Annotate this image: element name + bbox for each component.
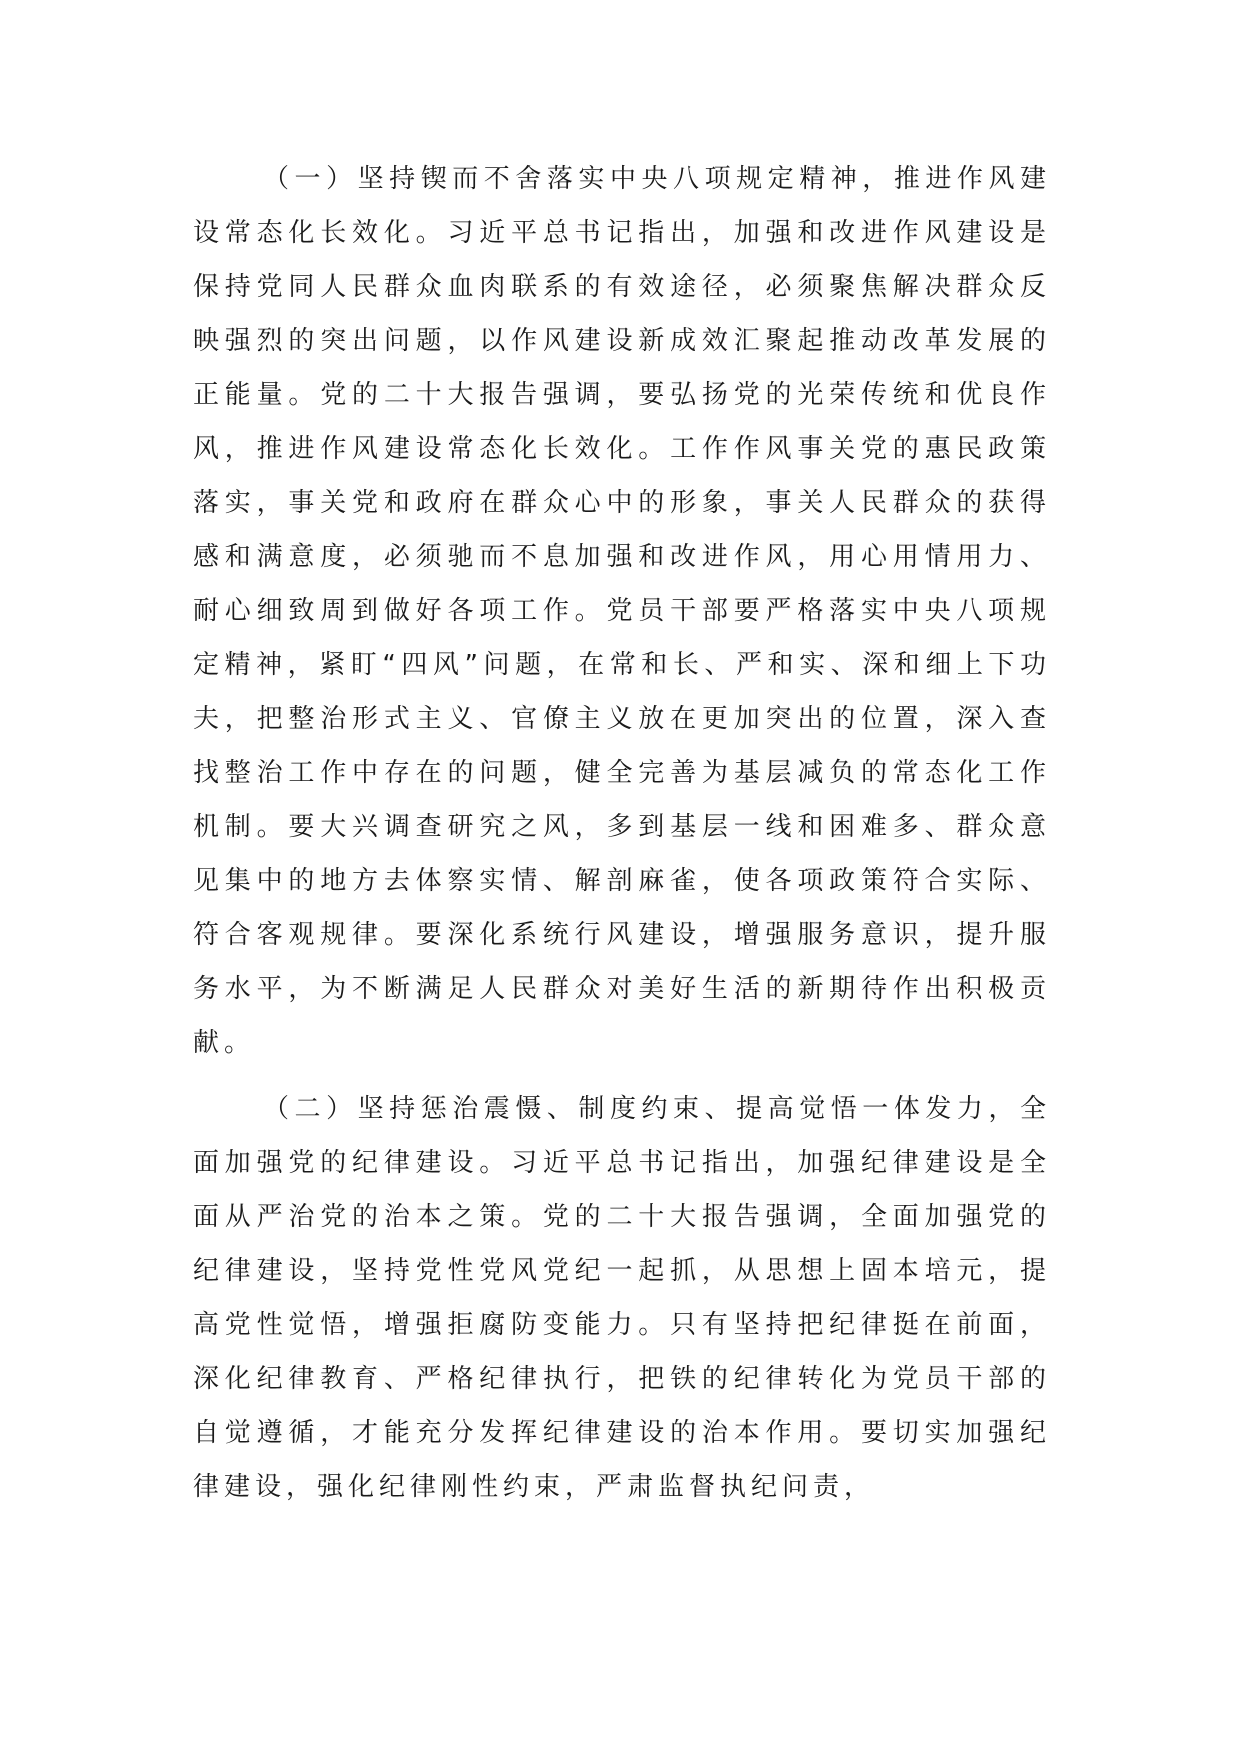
paragraph-2: （二）坚持惩治震慑、制度约束、提高觉悟一体发力，全面加强党的纪律建设。习近平总书记指出，加强纪律建设是全面从严治党的治本之策。党的二十大报告强调，全面加强党的纪律建设，坚持党性党风党纪一起抓，从思想上固本培元，提高党性觉悟，增强拒腐防变能力。只有坚持把纪律挺在前面，深化纪律教育、严格纪律执行，把铁的纪律转化为党员干部的自觉遵循，才能充分发挥纪律建设的治本作用。要切实加强纪律建设，强化纪律刚性约束，严肃监督执纪问责， [193, 1094, 1051, 1502]
document-body [193, 152, 1051, 1514]
paragraph-1: （一）坚持锲而不舍落实中央八项规定精神，推进作风建设常态化长效化。习近平总书记指出，加强和改进作风建设是保持党同人民群众血肉联系的有效途径，必须聚焦解决群众反映强烈的突出问题，以作风建设新成效汇聚起推动改革发展的正能量。党的二十大报告强调，要弘扬党的光荣传统和优良作风，推进作风建设常态化长效化。工作作风事关党的惠民政策落实，事关党和政府在群众心中的形象，事关人民群众的获得感和满意度，必须驰而不息加强和改进作风，用心用情用力、耐心细致周到做好各项工作。党员干部要严格落实中央八项规定精神，紧盯“四风”问题，在常和长、严和实、深和细上下功夫，把整治形式主义、官僚主义放在更加突出的位置，深入查找整治工作中存在的问题，健全完善为基层减负的常态化工作机制。要大兴调查研究之风，多到基层一线和困难多、群众意见集中的地方去体察实情、解剖麻雀，使各项政策符合实际、符合客观规律。要深化系统行风建设，增强服务意识，提升服务水平，为不断满足人民群众对美好生活的新期待作出积极贡献。 [193, 164, 1051, 1058]
